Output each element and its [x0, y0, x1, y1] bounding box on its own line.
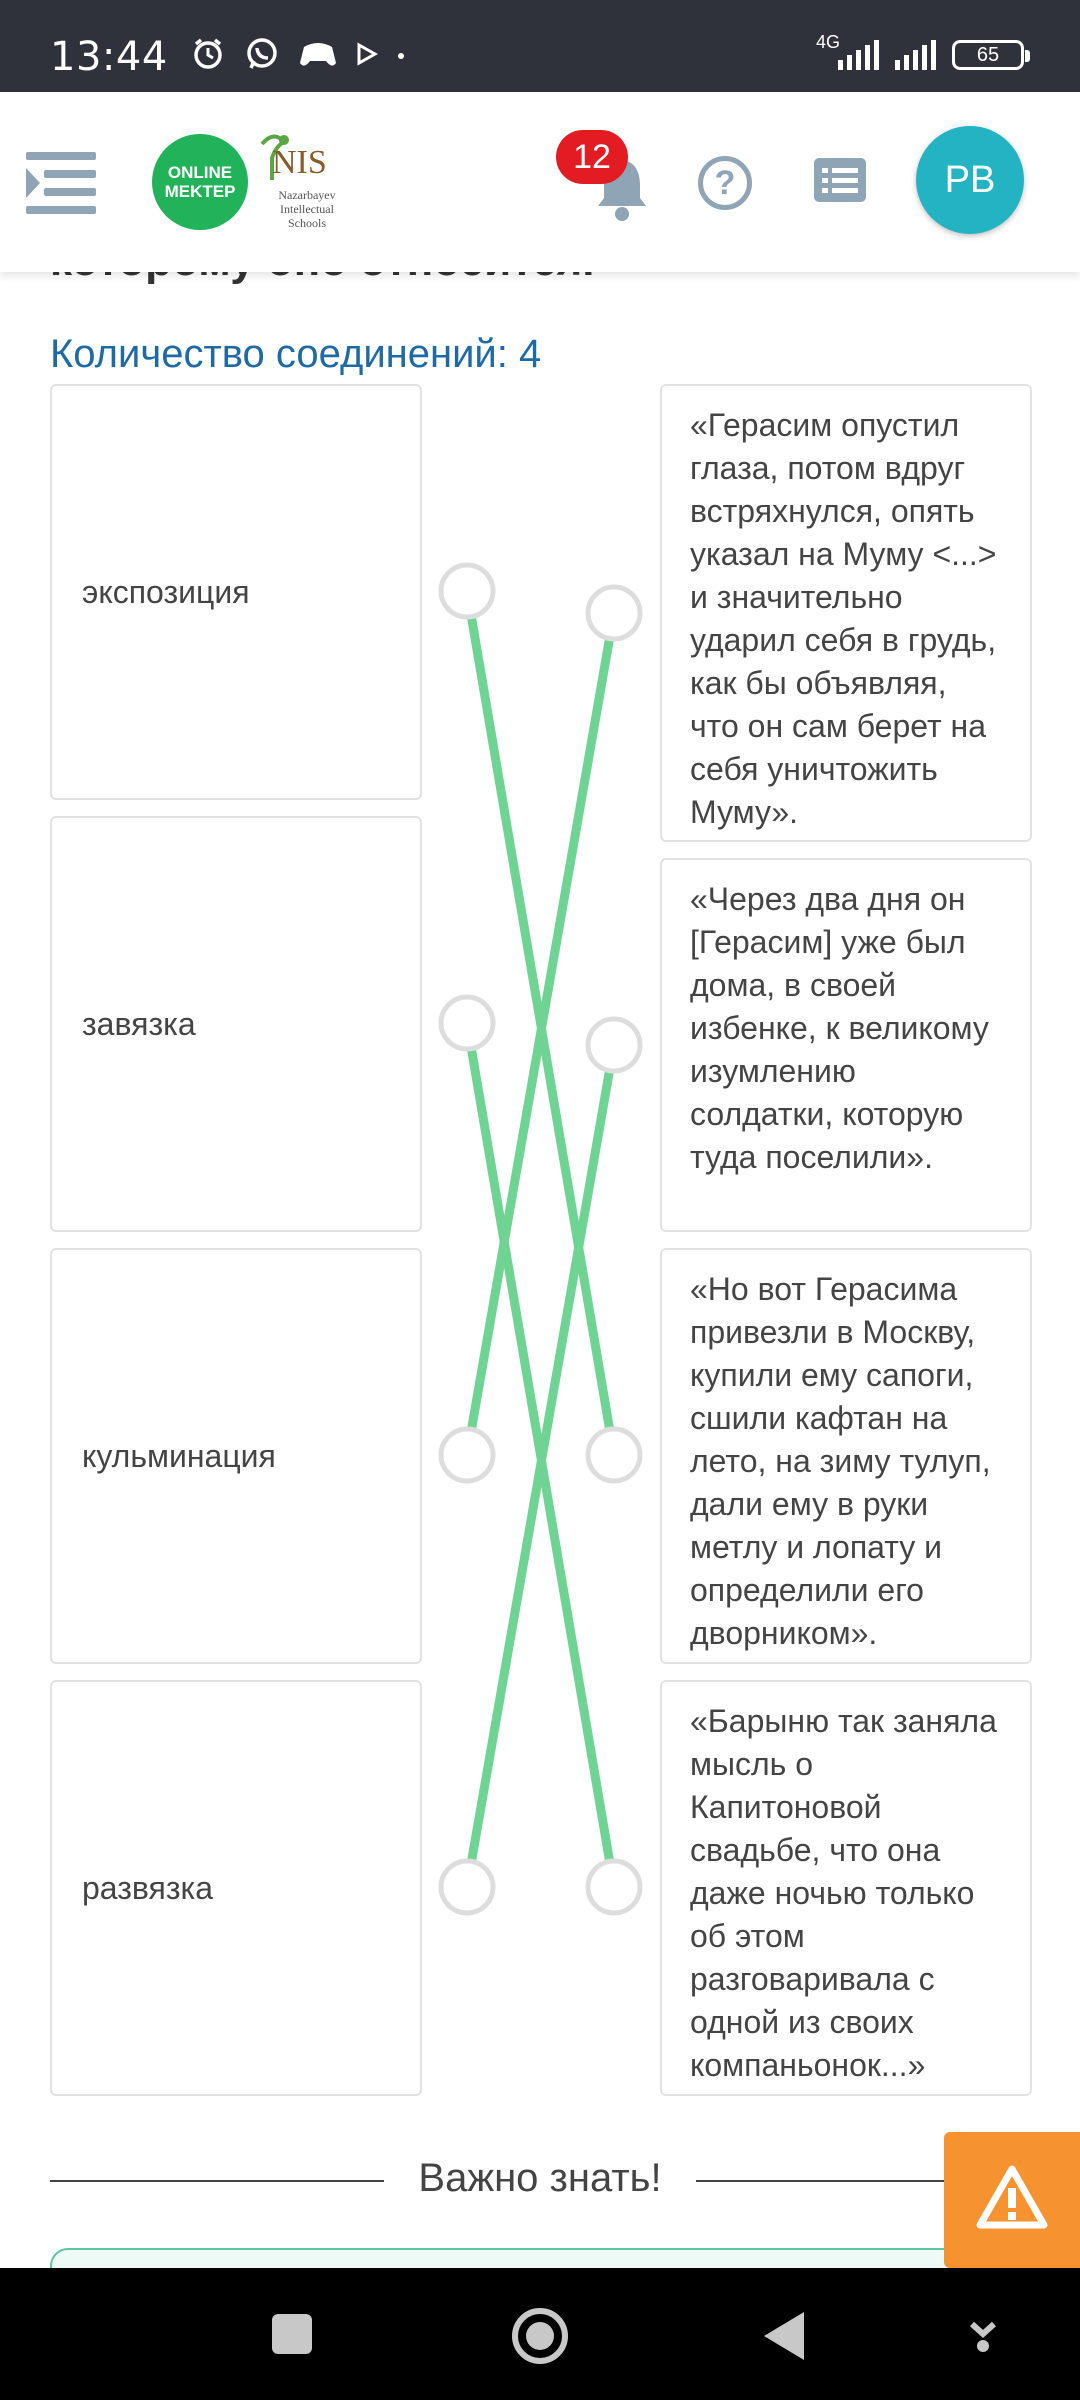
connections-count: Количество соединений: 4: [50, 332, 542, 376]
left-item-climax[interactable]: [50, 1248, 422, 1664]
online-mektep-logo[interactable]: ONLINE MEKTEP: [152, 134, 248, 230]
important-heading: Важно знать!: [418, 2156, 662, 2200]
left-connector-handle-2[interactable]: [441, 997, 493, 1049]
app-header: [0, 92, 1080, 272]
divider-right: [696, 2180, 944, 2182]
status-time: 13:44: [50, 34, 168, 80]
signal-icon: [816, 32, 879, 70]
left-item-label: развязка: [82, 1869, 214, 1906]
right-connector-handle-3[interactable]: [588, 1429, 640, 1481]
download-icon[interactable]: [968, 2320, 998, 2354]
left-connector-handle-1[interactable]: [441, 565, 493, 617]
left-item-denouement[interactable]: [50, 1680, 422, 2096]
network-type: 4G: [816, 32, 841, 52]
notification-badge: 12: [556, 130, 628, 184]
back-icon[interactable]: [764, 2312, 804, 2360]
notification-icons: [190, 36, 406, 77]
dot-icon: [396, 48, 406, 66]
battery-icon: 65: [952, 40, 1024, 70]
left-item-label: экспозиция: [82, 573, 250, 610]
right-item-quote-2[interactable]: «Через два дня он [Герасим] уже был дома, в своей избенке, к великому изумлению солдатки, которую туда поселили».: [660, 858, 1032, 1232]
right-connector-handle-2[interactable]: [588, 1019, 640, 1071]
connection-line-1: [467, 591, 614, 1455]
status-bar: [0, 0, 1080, 92]
right-connector-handle-4[interactable]: [588, 1861, 640, 1913]
left-item-label: кульминация: [82, 1437, 276, 1474]
connection-line-2: [467, 1023, 614, 1887]
left-item-label: завязка: [82, 1005, 196, 1042]
play-icon: [356, 42, 378, 71]
android-nav-bar: [0, 2268, 1080, 2400]
home-icon[interactable]: [512, 2308, 568, 2364]
right-item-quote-1[interactable]: «Герасим опустил глаза, потом вдруг встряхнулся, опять указал на Муму <...> и значительно ударил себя в грудь, как бы объявляя, что он сам берет на себя уничтожить Муму».: [660, 384, 1032, 842]
warning-icon: [976, 2164, 1048, 2230]
warning-button[interactable]: [944, 2132, 1080, 2268]
right-item-quote-4[interactable]: «Барыню так заняла мысль о Капитоновой свадьбе, что она даже ночью только об этом разговаривала с одной из своих компаньонок...»: [660, 1680, 1032, 2096]
divider-left: [50, 2180, 384, 2182]
alarm-icon: [190, 36, 226, 77]
connection-line-3: [467, 613, 614, 1455]
left-item-exposition[interactable]: [50, 384, 422, 800]
help-icon[interactable]: ?: [698, 156, 752, 210]
right-connector-handle-1[interactable]: [588, 587, 640, 639]
game-icon: [298, 39, 338, 74]
left-connector-handle-4[interactable]: [441, 1861, 493, 1913]
nis-logo-text: NIS: [272, 144, 327, 181]
list-icon[interactable]: [814, 158, 866, 202]
left-connector-handle-3[interactable]: [441, 1429, 493, 1481]
avatar[interactable]: PB: [916, 126, 1024, 234]
nis-logo: [254, 132, 344, 242]
system-icons: [816, 32, 1024, 70]
hamburger-menu-icon[interactable]: [26, 152, 96, 216]
square-icon[interactable]: [272, 2314, 312, 2354]
nis-logo-subtitle: Nazarbayev Intellectual Schools: [278, 188, 336, 230]
left-item-plot[interactable]: [50, 816, 422, 1232]
signal-icon-2: [895, 40, 936, 70]
connection-line-4: [467, 1045, 614, 1887]
right-item-quote-3[interactable]: «Но вот Герасима привезли в Москву, купили ему сапоги, сшили кафтан на лето, на зиму тулуп, дали ему в руки метлу и лопату и определили его дворником».: [660, 1248, 1032, 1664]
whatsapp-icon: [244, 36, 280, 77]
